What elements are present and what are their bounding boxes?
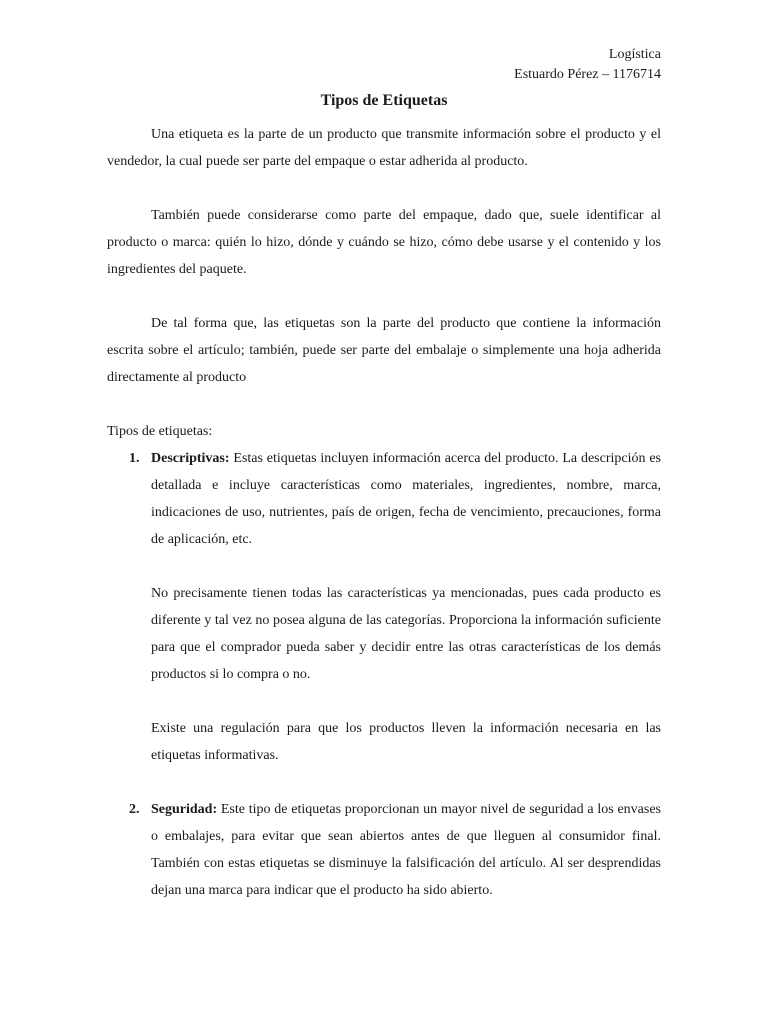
type-note: No precisamente tienen todas las características ya mencionadas, pues cada producto es diferente y tal vez no posea alguna de las categorías. Proporciona la información suficiente para que el comprador pueda saber y decidir entre las otras características de los demás productos si lo compra o no. — [151, 586, 661, 682]
author-line: Estuardo Pérez – 1176714 — [514, 67, 661, 82]
document-header — [514, 45, 661, 85]
paragraph: Una etiqueta es la parte de un producto que transmite información sobre el producto y el vendedor, la cual puede ser parte del empaque o estar adherida al producto. — [107, 127, 661, 169]
paragraph: También puede considerarse como parte del empaque, dado que, suele identificar al producto o marca: quién lo hizo, dónde y cuándo se hizo, cómo debe usarse y el contenido y los ingredientes del paquete. — [107, 208, 661, 277]
paragraph: De tal forma que, las etiquetas son la parte del producto que contiene la información escrita sobre el artículo; también, puede ser parte del embalaje o simplemente una hoja adherida directamente al producto — [107, 316, 661, 385]
type-name: Seguridad: — [151, 802, 218, 817]
type-description: Este tipo de etiquetas proporcionan un mayor nivel de seguridad a los envases o embalajes, para evitar que sean abiertos antes de que lleguen al consumidor final. También con estas etiquetas se disminuye la falsificación del artículo. Al ser desprendidas dejan una marca para indicar que el producto ha sido abierto. — [151, 802, 661, 898]
types-heading: Tipos de etiquetas: — [107, 424, 213, 439]
list-spacer — [107, 769, 661, 796]
list-number: 2. — [129, 802, 140, 817]
list-item — [107, 796, 661, 904]
type-name: Descriptivas: — [151, 451, 230, 466]
course-name: Logística — [608, 47, 661, 62]
list-item — [107, 445, 661, 769]
type-description: Estas etiquetas incluyen información acerca del producto. La descripción es detallada e incluye características como materiales, ingredientes, nombre, marca, indicaciones de uso, nutrientes, país de origen, fecha de vencimiento, precauciones, forma de aplicación, etc. — [151, 451, 661, 547]
document-title: Tipos de Etiquetas — [320, 92, 448, 109]
list-number: 1. — [129, 451, 140, 466]
types-list — [107, 445, 661, 904]
type-note: Existe una regulación para que los productos lleven la información necesaria en las etiquetas informativas. — [151, 721, 661, 763]
document-body — [107, 121, 661, 904]
